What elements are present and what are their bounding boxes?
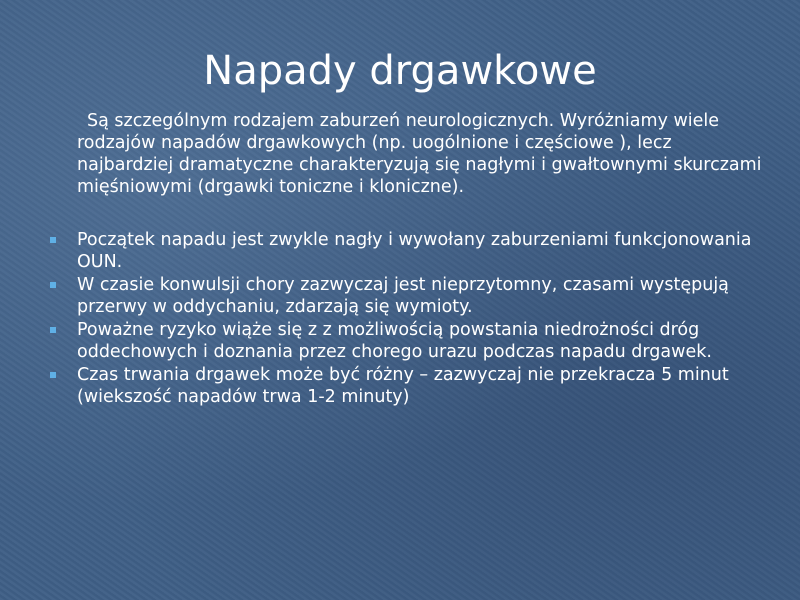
bullet-item [50,319,770,363]
square-bullet-icon [50,282,56,288]
bullet-text: W czasie konwulsji chory zazwyczaj jest nieprzytomny, czasami występują przerwy w oddychaniu, zdarzają się wymioty. [77,275,729,317]
square-bullet-icon [50,237,56,243]
slide-title: Napady drgawkowe [203,48,597,94]
bullet-list [50,229,770,409]
square-bullet-icon [50,327,56,333]
bullet-item [50,274,770,318]
bullet-text: Czas trwania drgawek może być różny – zazwyczaj nie przekracza 5 minut (wiekszość napadów trwa 1-2 minuty) [77,365,729,407]
bullet-text: Początek napadu jest zwykle nagły i wywołany zaburzeniami funkcjonowania OUN. [77,230,752,272]
bullet-text: Poważne ryzyko wiąże się z z możliwością powstania niedrożności dróg oddechowych i doznania przez chorego urazu podczas napadu drgawek. [77,320,712,362]
bullet-item [50,229,770,273]
intro-paragraph: Są szczególnym rodzajem zaburzeń neurologicznych. Wyróżniamy wiele rodzajów napadów drgawkowych (np. uogólnione i częściowe ), lecz najbardziej dramatyczne charakteryzują się nagłymi i gwałtownymi skurczami mięśniowymi (drgawki toniczne i kloniczne). [77,111,762,197]
bullet-item [50,364,770,408]
square-bullet-icon [50,372,56,378]
